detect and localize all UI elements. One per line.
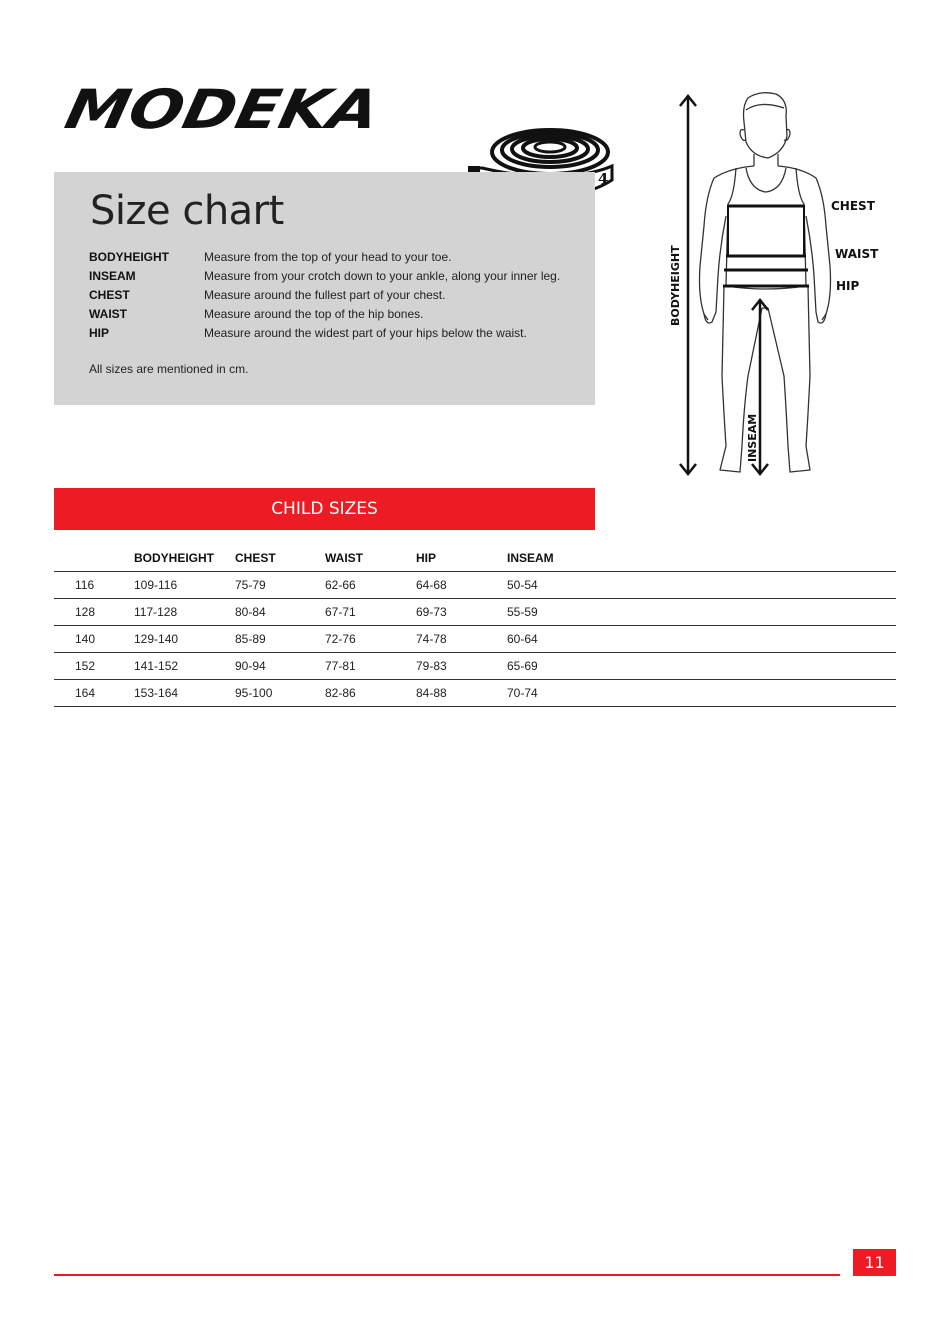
footer-divider: [54, 1274, 840, 1276]
column-header: BODYHEIGHT: [134, 545, 235, 572]
table-cell: 140: [54, 626, 134, 653]
table-cell: 152: [54, 653, 134, 680]
size-chart-info-panel: [54, 172, 595, 405]
table-cell: 153-164: [134, 680, 235, 707]
chest-label: CHEST: [831, 199, 875, 213]
table-cell: 116: [54, 572, 134, 599]
definition-term: WAIST: [89, 307, 127, 321]
table-cell: 67-71: [325, 599, 416, 626]
table-header-row: [54, 545, 896, 572]
table-cell: 64-68: [416, 572, 507, 599]
units-note: All sizes are mentioned in cm.: [89, 362, 249, 376]
column-header: [54, 545, 134, 572]
table-row: [54, 626, 896, 653]
definition-description: Measure from your crotch down to your ankle, along your inner leg.: [204, 269, 561, 283]
table-cell: 141-152: [134, 653, 235, 680]
column-header: WAIST: [325, 545, 416, 572]
table-cell: 90-94: [235, 653, 325, 680]
brand-logo: [62, 84, 380, 134]
inseam-label: INSEAM: [746, 413, 759, 462]
definition-row: [89, 267, 589, 286]
definition-description: Measure around the widest part of your hips below the waist.: [204, 326, 527, 340]
table-cell: 82-86: [325, 680, 416, 707]
table-cell: 79-83: [416, 653, 507, 680]
definition-description: Measure from the top of your head to your toe.: [204, 250, 452, 264]
table-row: [54, 680, 896, 707]
table-row: [54, 599, 896, 626]
table-cell: 74-78: [416, 626, 507, 653]
table-cell: 62-66: [325, 572, 416, 599]
table-cell: 55-59: [507, 599, 896, 626]
table-cell: 80-84: [235, 599, 325, 626]
table-cell: 85-89: [235, 626, 325, 653]
table-cell: 95-100: [235, 680, 325, 707]
definition-term: CHEST: [89, 288, 130, 302]
table-cell: 164: [54, 680, 134, 707]
table-cell: 75-79: [235, 572, 325, 599]
table-cell: 77-81: [325, 653, 416, 680]
waist-label: WAIST: [835, 247, 879, 261]
definition-row: [89, 248, 589, 267]
table-cell: 50-54: [507, 572, 896, 599]
definition-term: INSEAM: [89, 269, 136, 283]
bodyheight-label: BODYHEIGHT: [669, 245, 682, 326]
table-cell: 129-140: [134, 626, 235, 653]
body-measurement-figure: [660, 86, 900, 486]
svg-text:4: 4: [598, 170, 609, 188]
child-sizes-header: CHILD SIZES: [54, 488, 595, 530]
definition-row: [89, 324, 589, 343]
table-cell: 70-74: [507, 680, 896, 707]
table-cell: 109-116: [134, 572, 235, 599]
definition-term: BODYHEIGHT: [89, 250, 170, 264]
table-cell: 117-128: [134, 599, 235, 626]
table-cell: 72-76: [325, 626, 416, 653]
definition-term: HIP: [89, 326, 110, 340]
table-row: [54, 653, 896, 680]
table-cell: 128: [54, 599, 134, 626]
definition-description: Measure around the fullest part of your chest.: [204, 288, 446, 302]
table-cell: 60-64: [507, 626, 896, 653]
definition-row: [89, 305, 589, 324]
table-cell: 69-73: [416, 599, 507, 626]
column-header: CHEST: [235, 545, 325, 572]
table-cell: 65-69: [507, 653, 896, 680]
measurement-definitions: [89, 248, 589, 343]
page-title: Size chart: [90, 188, 284, 234]
definition-description: Measure around the top of the hip bones.: [204, 307, 424, 321]
column-header: INSEAM: [507, 545, 896, 572]
table-row: [54, 572, 896, 599]
hip-label: HIP: [836, 279, 860, 293]
svg-text:MODEKA: MODEKA: [62, 84, 339, 134]
definition-row: [89, 286, 589, 305]
child-sizes-table: [54, 545, 896, 707]
column-header: HIP: [416, 545, 507, 572]
page-number: 11: [853, 1249, 896, 1276]
table-cell: 84-88: [416, 680, 507, 707]
